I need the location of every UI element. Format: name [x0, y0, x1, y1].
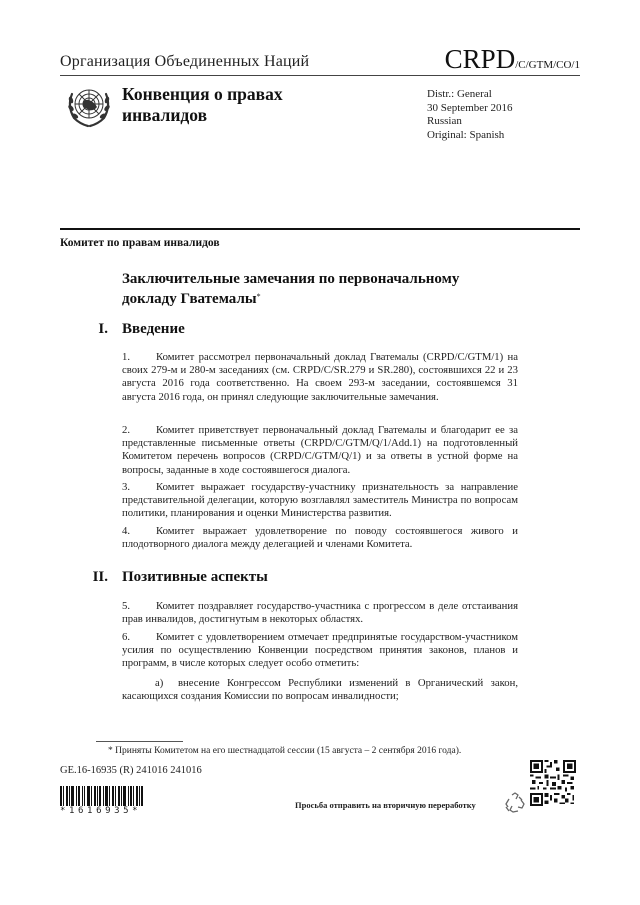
paragraph-text: Комитет выражает государству-участнику признательность за направление представительной делегации, которую возглавлял заместитель Министра по вопросам политики, планирования и оценки Министерства развития.	[122, 481, 518, 520]
paragraph-number: 2.	[122, 424, 131, 436]
convention-title-line1: Конвенция о правах	[122, 84, 283, 104]
paragraph-number: 6.	[122, 631, 131, 643]
symbol-suffix: /C/GTM/CO/1	[515, 59, 580, 71]
footnote-rule	[96, 741, 183, 742]
paragraph-5	[122, 600, 518, 626]
barcode-text: *1616935*	[60, 806, 142, 816]
section-heading-introduction	[98, 321, 185, 338]
distribution-type: Distr.: General	[427, 88, 492, 100]
paragraph-text: Комитет приветствует первоначальный доклад Гватемалы и благодарит ее за представленные письменные ответы (CRPD/C/GTM/Q/1/Add.1) на подготовленный Комитетом перечень вопросов (CRPD/C/GTM/Q/1) и за ответы в устной форме на вопросы, заданные в ходе состоявшегося диалога.	[122, 424, 518, 476]
paragraph-number: 1.	[122, 351, 131, 363]
original-language: Original: Spanish	[427, 128, 505, 141]
convention-title-line2: инвалидов	[122, 105, 208, 125]
document-title	[122, 270, 459, 308]
subitem-text: внесение Конгрессом Республики изменений в Органический закон, касающихся создания Комиссии по вопросам инвалидности;	[122, 677, 518, 703]
distribution-block	[427, 88, 513, 142]
paragraph-number: 3.	[122, 481, 131, 493]
paragraph-6	[122, 631, 518, 671]
paragraph-1	[122, 351, 518, 404]
section-heading-positive-aspects	[92, 569, 268, 586]
recycle-text: Просьба отправить на вторичную переработку	[295, 800, 476, 810]
section-title: Введение	[122, 321, 185, 337]
convention-title	[122, 84, 283, 126]
document-language: Russian	[427, 115, 462, 127]
committee-name: Комитет по правам инвалидов	[60, 237, 220, 249]
document-title-line1: Заключительные замечания по первоначальному	[122, 271, 460, 287]
symbol-main: CRPD	[444, 44, 516, 74]
organization-name: Организация Объединенных Наций	[60, 53, 310, 70]
paragraph-2	[122, 424, 518, 477]
paragraph-text: Комитет выражает удовлетворение по поводу состоявшегося живого и плодотворного диалога между делегацией и членами Комитета.	[122, 525, 518, 551]
subitem-a	[122, 677, 518, 703]
document-symbol	[445, 44, 580, 75]
section-title: Позитивные аспекты	[122, 569, 268, 585]
qr-code-icon	[530, 760, 576, 806]
paragraph-text: Комитет с удовлетворением отмечает предпринятые государством-участником усилия по осуществлению Конвенции посредством принятия законов, планов и программ, в числе которых следует особо отметить:	[122, 631, 518, 670]
paragraph-number: 5.	[122, 600, 131, 612]
subitem-letter: a)	[155, 677, 164, 689]
section-number: I.	[98, 321, 108, 337]
header-rule	[60, 75, 580, 76]
barcode	[60, 786, 155, 806]
footnote: * Приняты Комитетом на его шестнадцатой сессии (15 августа – 2 сентября 2016 года).	[108, 746, 462, 756]
paragraph-4	[122, 525, 518, 551]
paragraph-text: Комитет поздравляет государство-участника с прогрессом в деле отстаивания прав инвалидов, достигнутым в некоторых областях.	[122, 600, 518, 626]
job-number: GE.16-16935 (R) 241016 241016	[60, 765, 202, 776]
un-emblem-icon	[64, 80, 114, 130]
paragraph-3	[122, 481, 518, 521]
paragraph-text: Комитет рассмотрел первоначальный доклад Гватемалы (CRPD/C/GTM/1) на своих 279-м и 280-м заседаниях (см. CRPD/C/SR.279 и SR.280), состоявшихся 22 и 23 августа 2016 года соответственно. На своем 293-м заседании, состоявшемся 31 августа 2016 года, он принял следующие заключительные замечания.	[122, 351, 518, 403]
recycle-icon	[503, 791, 527, 815]
paragraph-number: 4.	[122, 525, 131, 537]
title-rule	[60, 228, 580, 230]
document-date: 30 September 2016	[427, 101, 513, 114]
section-number: II.	[92, 569, 108, 585]
document-title-line2: докладу Гватемалы	[122, 291, 257, 307]
footnote-marker[interactable]: *	[256, 292, 261, 301]
